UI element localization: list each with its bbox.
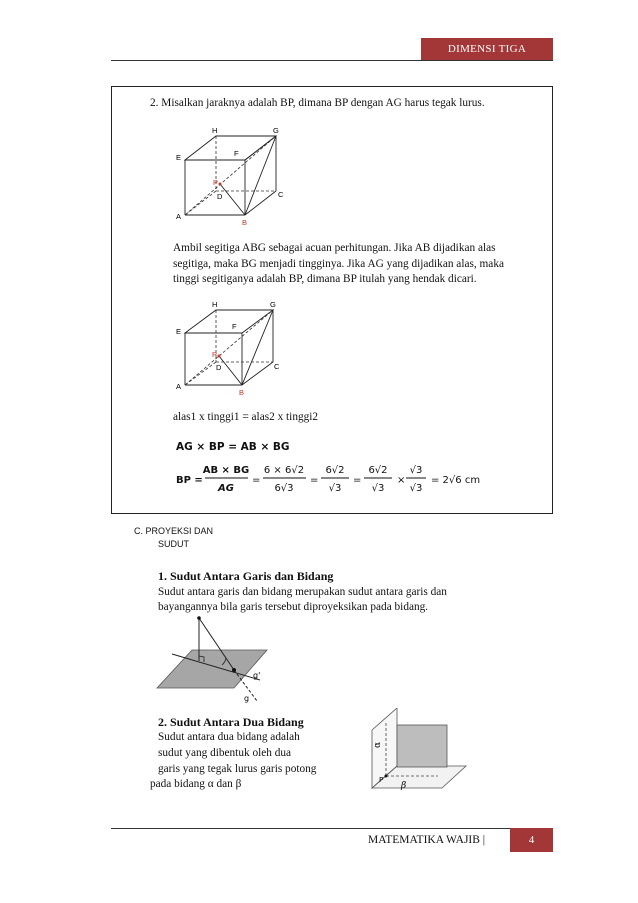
- sub2-title: 2. Sudut Antara Dua Bidang: [158, 715, 304, 729]
- page-number: 4: [510, 828, 553, 852]
- label-e: E: [176, 153, 182, 162]
- label-f: F: [234, 149, 239, 158]
- label-f: F: [232, 322, 237, 331]
- sub1-line: Sudut antara garis dan bidang merupakan sudut antara garis dan: [158, 586, 447, 598]
- frac5-num: √3: [409, 465, 423, 476]
- sub2-line: sudut yang dibentuk oleh dua: [158, 747, 292, 759]
- times-sign: ×: [397, 475, 406, 486]
- label-d: D: [216, 363, 222, 372]
- frac5-den: √3: [409, 483, 423, 494]
- cube-figure-2: [170, 297, 300, 404]
- label-h: H: [212, 300, 218, 309]
- paragraph-line: Ambil segitiga ABG sebagai acuan perhitungan. Jika AB dijadikan alas: [173, 242, 496, 254]
- section-c-heading: [134, 525, 213, 551]
- sub2-line: garis yang tegak lurus garis potong: [158, 763, 317, 775]
- header-rule: [111, 60, 553, 61]
- intersection-point: [232, 668, 236, 672]
- paragraph-line: tinggi segitiganya adalah BP, dimana BP itulah yang hendak dicari.: [173, 273, 477, 285]
- diagonal-ag: [185, 310, 273, 385]
- item-2-text: 2. Misalkan jaraknya adalah BP, dimana BP dengan AG harus tegak lurus.: [150, 97, 485, 109]
- point-top: [197, 616, 201, 620]
- frac3-num: 6√2: [325, 465, 345, 476]
- label-p: P: [379, 776, 384, 784]
- label-alpha: α: [373, 741, 383, 748]
- label-beta: β: [401, 781, 407, 791]
- sub1-title: 1. Sudut Antara Garis dan Bidang: [158, 569, 334, 583]
- formula-text: alas1 x tinggi1 = alas2 x tinggi2: [173, 411, 319, 423]
- label-h: H: [212, 126, 218, 135]
- frac4-num: 6√2: [368, 465, 388, 476]
- eq-sign: =: [310, 475, 319, 486]
- point-p: [218, 355, 221, 358]
- frac3-den: √3: [328, 483, 342, 494]
- label-p: P: [213, 178, 219, 187]
- eq-sign: =: [353, 475, 362, 486]
- shaded-plane: [397, 725, 447, 767]
- footer-rule: [111, 828, 553, 829]
- eq-result: = 2√6 cm: [431, 475, 481, 486]
- frac2-den: 6√3: [274, 483, 294, 494]
- frac2-num: 6 × 6√2: [263, 465, 305, 476]
- label-c: C: [274, 362, 280, 371]
- dihedral-figure: [358, 708, 468, 803]
- segment-bp: [220, 184, 245, 215]
- label-g: G: [273, 126, 279, 135]
- sub2-line: Sudut antara dua bidang adalah: [158, 731, 300, 743]
- section-c-heading-line: C. PROYEKSI DAN: [134, 526, 214, 536]
- label-g: g: [244, 694, 250, 703]
- segment-bp: [219, 356, 242, 385]
- plane: [157, 650, 267, 688]
- label-b: B: [239, 388, 245, 397]
- point-p: [219, 183, 222, 186]
- diagonal-ag: [185, 136, 276, 215]
- label-b: B: [242, 218, 248, 227]
- point-p: [385, 775, 388, 778]
- sub2-line: pada bidang α dan β: [150, 778, 242, 790]
- label-p: P: [212, 350, 218, 359]
- paragraph-line: segitiga, maka BG menjadi tingginya. Jika AG yang dijadikan alas, maka: [173, 258, 504, 270]
- frac1-num: AB × BG: [202, 465, 250, 476]
- frac4-den: √3: [371, 483, 385, 494]
- equation-1: AG × BP = AB × BG: [176, 441, 290, 453]
- section-c-heading-line: SUDUT: [158, 539, 189, 549]
- label-a: A: [176, 382, 182, 391]
- eq-sign: =: [252, 475, 261, 486]
- label-d: D: [217, 192, 223, 201]
- label-a: A: [176, 212, 182, 221]
- eq-lhs: BP =: [176, 475, 203, 486]
- header-title: DIMENSI TIGA: [421, 38, 553, 60]
- label-c: C: [278, 190, 284, 199]
- frac1-den: AG: [218, 483, 234, 494]
- label-e: E: [176, 327, 182, 336]
- line-plane-figure: [152, 612, 282, 712]
- equation-2: [176, 458, 496, 500]
- cube-figure-1: [170, 122, 300, 235]
- footer-subject: MATEMATIKA WAJIB |: [368, 834, 486, 846]
- cube-top-face: [185, 310, 273, 333]
- label-g-prime: g': [253, 671, 261, 680]
- label-g: G: [270, 300, 276, 309]
- sub1-line: bayangannya bila garis tersebut diproyeksikan pada bidang.: [158, 601, 429, 613]
